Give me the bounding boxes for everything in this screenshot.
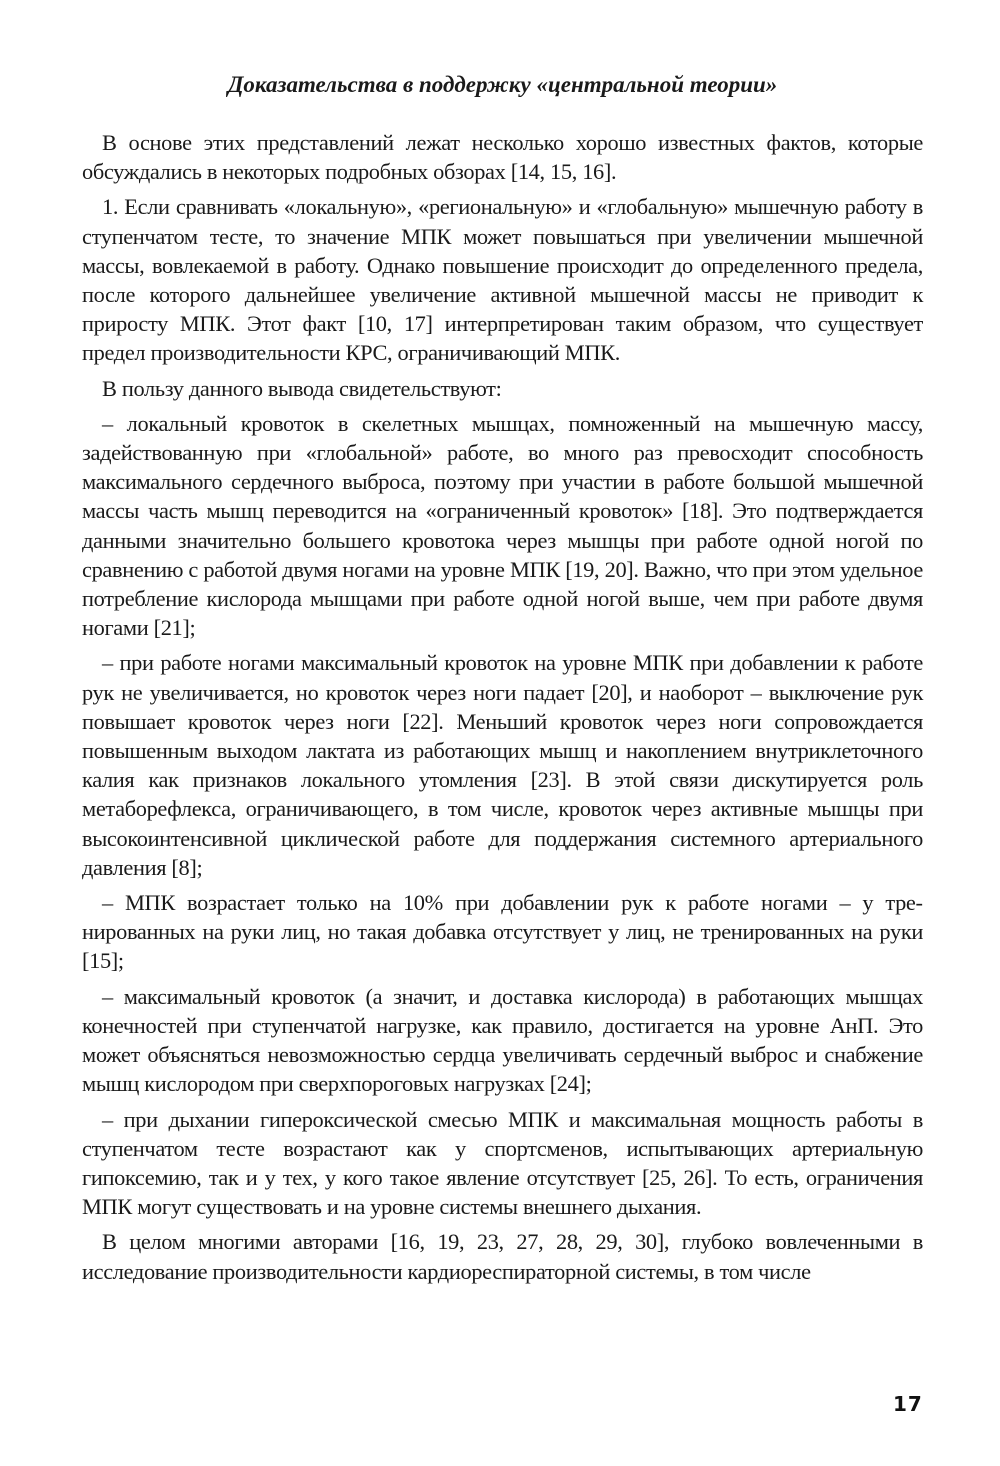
document-page bbox=[82, 70, 923, 1286]
paragraph-conclusion: В целом многими авторами [16, 19, 23, 27, 28, 29, 30], глубоко вовлеченными в исследование производительности кардиореспираторной системы, в том числе bbox=[82, 1229, 923, 1284]
paragraph-intro: В основе этих представлений лежат несколько хорошо известных фактов, которые обсуждались в некоторых подробных обзорах [14, 15, 16]. bbox=[82, 130, 923, 185]
paragraph-evidence-max-bloodflow: – максимальный кровоток (а значит, и доставка кислорода) в работающих мышцах конечностей при ступенчатой нагрузке, как правило, достигается на уровне АнП. Это может объясняться невозможностью сердца увеличивать сердечный выброс и снабжение мышц кислородом при сверхпороговых нагрузках [24]; bbox=[82, 983, 923, 1097]
paragraph-evidence-hyperoxia: – при дыхании гипероксической смесью МПК и максимальная мощность работы в ступенчатом тесте возрастают как у спортсменов, испытывающих артериальную гипоксемию, так и у тех, у кого такое явление отсутствует [25, 26]. То есть, ограничения МПК могут существовать и на уровне системы внешнего дыхания. bbox=[82, 1106, 923, 1220]
section-heading: Доказательства в поддержку «центральной теории» bbox=[227, 72, 778, 97]
paragraph-point-1: 1. Если сравнивать «локальную», «региональную» и «глобальную» мышечную работу в ступенчатом тесте, то значение МПК может повышаться при увеличении мышечной массы, вовлекаемой в работу. Однако повышение происходит до определенного предела, после которого дальнейшее увеличение активной мышечной массы не приводит к приросту МПК. Этот факт [10, 17] интерпретирован таким образом, что существует предел производительности КРС, ограничивающий МПК. bbox=[82, 194, 923, 366]
page-number: 17 bbox=[893, 1392, 923, 1416]
paragraph-evidence-legs-arms: – при работе ногами максимальный кровоток на уровне МПК при добавлении к работе рук не увеличивается, но кровоток через ноги падает [20], и наоборот – выключение рук повышает кровоток через ноги [22]. Меньший кровоток через ноги сопровождается повышенным выходом лактата из работающих мышц и накоплением внутриклеточного калия как признаков локального утомления [23]. В этой связи дискутируется роль метаборефлекса, ограничивающего, в том числе, кровоток через активные мышцы при высокоинтенсивной циклической работе для поддержания системного артериального давления [8]; bbox=[82, 650, 923, 880]
paragraph-evidence-local-bloodflow: – локальный кровоток в скелетных мышцах, помноженный на мышечную массу, задействованную при «глобальной» работе, во много раз превосходит способность максимального сердечного выброса, поэтому при участии в работе большой мышечной массы часть мышц переводится на «ограниченный кровоток» [18]. Это подтверждается данными значительно большего кровотока через мышцы при работе одной ногой по сравнению с работой двумя ногами на уровне МПК [19, 20]. Важно, что при этом удельное потребление кислорода мышцами при работе одной ногой выше, чем при работе двумя ногами [21]; bbox=[82, 410, 923, 641]
paragraph-evidence-vo2max-arms: – МПК возрастает только на 10% при добавлении рук к работе ногами – у тренированных на руки лиц, но такая добавка отсутствует у лиц, не тренированных на руки [15]; bbox=[82, 890, 923, 974]
paragraph-evidence-lead: В пользу данного вывода свидетельствуют: bbox=[102, 375, 502, 401]
